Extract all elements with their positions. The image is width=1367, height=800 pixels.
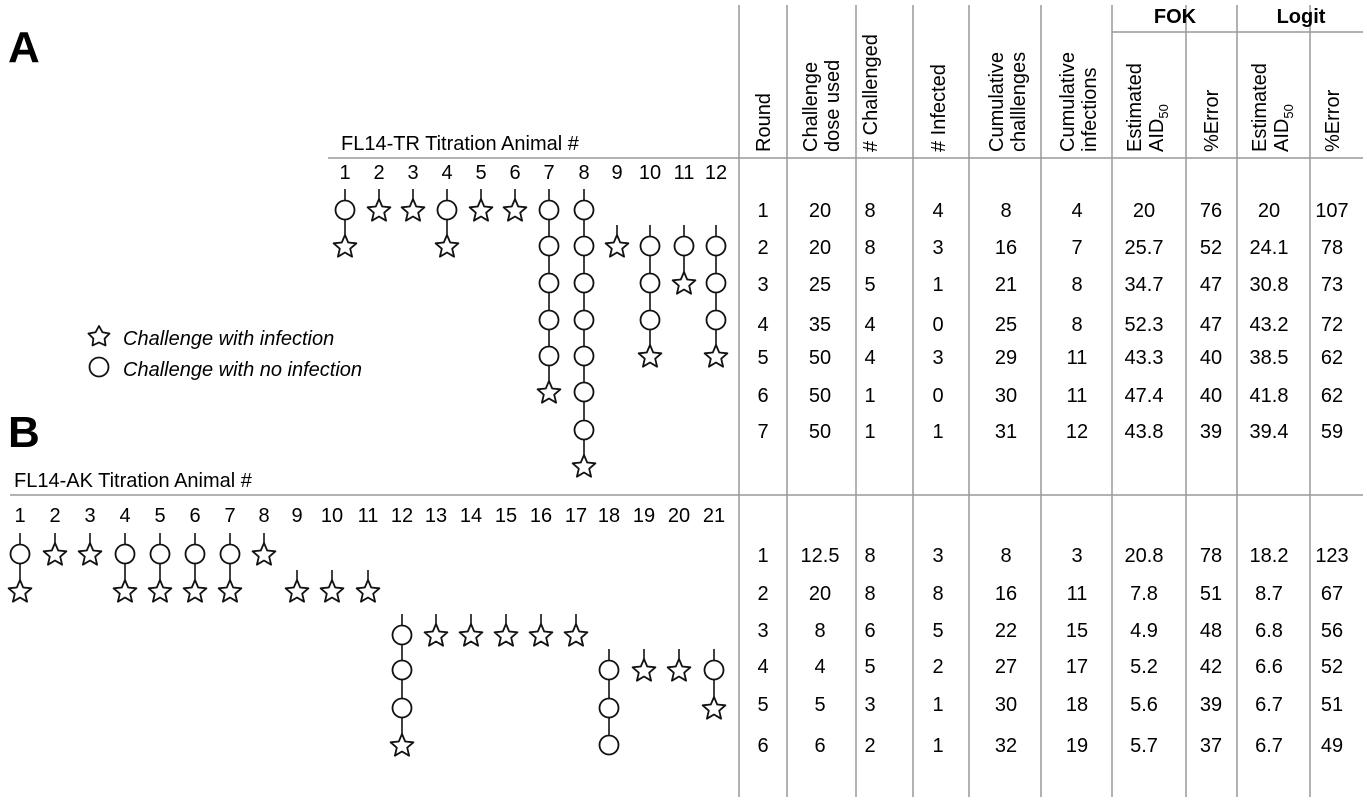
table-cell: 18.2 bbox=[1249, 545, 1289, 567]
no-infection-circle bbox=[575, 237, 594, 256]
no-infection-circle bbox=[575, 311, 594, 330]
panel-b-tree bbox=[9, 505, 726, 756]
table-cell: 20.8 bbox=[1124, 545, 1164, 567]
no-infection-circle bbox=[393, 699, 412, 718]
table-cell: 5 bbox=[932, 620, 944, 642]
no-infection-circle bbox=[707, 311, 726, 330]
table-cell: 4 bbox=[757, 656, 769, 678]
infection-star bbox=[402, 199, 425, 221]
table-cell: 40 bbox=[1199, 347, 1223, 369]
infection-star bbox=[184, 580, 207, 602]
no-infection-circle bbox=[641, 311, 660, 330]
table-cell: 5.6 bbox=[1130, 694, 1158, 716]
table-cell: 52.3 bbox=[1124, 314, 1164, 336]
no-infection-circle bbox=[707, 237, 726, 256]
table-cell: 8 bbox=[864, 545, 876, 567]
column-header-text: Estimated bbox=[1249, 63, 1271, 152]
infection-star bbox=[321, 580, 344, 602]
infection-star bbox=[495, 624, 518, 646]
table-cell: 30 bbox=[994, 694, 1018, 716]
infection-star bbox=[357, 580, 380, 602]
table-cell: 0 bbox=[932, 385, 944, 407]
animal-number: 19 bbox=[632, 505, 656, 527]
table-cell: 51 bbox=[1320, 694, 1344, 716]
table-cell: 30.8 bbox=[1249, 274, 1289, 296]
table-cell: 47 bbox=[1199, 314, 1223, 336]
column-header-text: dose used bbox=[822, 59, 844, 152]
no-infection-circle bbox=[707, 274, 726, 293]
table-cell: 21 bbox=[994, 274, 1018, 296]
table-cell: 8 bbox=[814, 620, 826, 642]
table-cell: 1 bbox=[932, 735, 944, 757]
panel-a-tree bbox=[334, 162, 728, 477]
table-cell: 1 bbox=[757, 545, 769, 567]
table-cell: 6 bbox=[757, 385, 769, 407]
table-cell: 6.8 bbox=[1255, 620, 1283, 642]
animal-number: 2 bbox=[373, 162, 385, 184]
table-cell: 1 bbox=[932, 694, 944, 716]
infection-star bbox=[606, 235, 629, 257]
table-cell: 73 bbox=[1320, 274, 1344, 296]
animal-number: 6 bbox=[189, 505, 201, 527]
table-cell: 52 bbox=[1199, 237, 1223, 259]
table-cell: 4 bbox=[932, 200, 944, 222]
no-infection-circle bbox=[186, 545, 205, 564]
animal-number: 3 bbox=[407, 162, 419, 184]
table-cell: 52 bbox=[1320, 656, 1344, 678]
table-cell: 16 bbox=[994, 583, 1018, 605]
table-cell: 3 bbox=[757, 274, 769, 296]
column-header-text: Cumulative bbox=[986, 51, 1008, 152]
table-cell: 8 bbox=[1071, 314, 1083, 336]
animal-number: 21 bbox=[702, 505, 726, 527]
table-cell: 3 bbox=[932, 545, 944, 567]
animal-number: 9 bbox=[611, 162, 623, 184]
infection-star bbox=[114, 580, 137, 602]
infection-star bbox=[470, 199, 493, 221]
table-cell: 8 bbox=[1000, 545, 1012, 567]
no-infection-circle bbox=[393, 661, 412, 680]
animal-number: 9 bbox=[291, 505, 303, 527]
table-cell: 6.6 bbox=[1255, 656, 1283, 678]
table-cell: 107 bbox=[1315, 200, 1349, 222]
no-infection-circle bbox=[575, 274, 594, 293]
infection-star bbox=[425, 624, 448, 646]
table-cell: 5 bbox=[864, 656, 876, 678]
table-cell: 12 bbox=[1065, 421, 1089, 443]
table-cell: 11 bbox=[1066, 347, 1088, 369]
table-cell: 30 bbox=[994, 385, 1018, 407]
table-cell: 1 bbox=[864, 385, 876, 407]
animal-number: 12 bbox=[390, 505, 414, 527]
table-cell: 39.4 bbox=[1249, 421, 1289, 443]
animal-number: 15 bbox=[494, 505, 518, 527]
column-header-text: # Challenged bbox=[860, 34, 882, 152]
column-header-text: %Error bbox=[1201, 89, 1223, 152]
table-cell: 12.5 bbox=[800, 545, 840, 567]
table-cell: 51 bbox=[1199, 583, 1223, 605]
column-header-text: $AID_{50}$ bbox=[1146, 104, 1171, 152]
infection-star bbox=[705, 345, 728, 367]
infection-star bbox=[436, 235, 459, 257]
no-infection-circle bbox=[641, 274, 660, 293]
table-cell: 48 bbox=[1199, 620, 1223, 642]
table-cell: 5 bbox=[864, 274, 876, 296]
table-cell: 2 bbox=[757, 237, 769, 259]
table-cell: 31 bbox=[994, 421, 1018, 443]
infection-star bbox=[530, 624, 553, 646]
table-cell: 50 bbox=[808, 421, 832, 443]
no-infection-circle bbox=[540, 274, 559, 293]
animal-number: 7 bbox=[543, 162, 555, 184]
infection-star bbox=[391, 734, 414, 756]
no-infection-circle bbox=[221, 545, 240, 564]
group-header-fok: FOK bbox=[1153, 6, 1197, 28]
animal-number: 6 bbox=[509, 162, 521, 184]
infection-star bbox=[9, 580, 32, 602]
table-cell: 24.1 bbox=[1249, 237, 1289, 259]
table-cell: 4 bbox=[864, 314, 876, 336]
animal-number: 11 bbox=[673, 162, 695, 184]
no-infection-circle bbox=[641, 237, 660, 256]
panel-a-letter: A bbox=[8, 23, 40, 72]
table-cell: 19 bbox=[1065, 735, 1089, 757]
animal-number: 16 bbox=[529, 505, 553, 527]
table-cell: 15 bbox=[1065, 620, 1089, 642]
no-infection-circle bbox=[575, 201, 594, 220]
table-cell: 47 bbox=[1199, 274, 1223, 296]
table-cell: 35 bbox=[808, 314, 832, 336]
table-cell: 39 bbox=[1199, 421, 1223, 443]
animal-number: 10 bbox=[638, 162, 662, 184]
table-cell: 5 bbox=[814, 694, 826, 716]
table-cell: 6 bbox=[864, 620, 876, 642]
table-cell: 6 bbox=[814, 735, 826, 757]
table-cell: 59 bbox=[1320, 421, 1344, 443]
table-cell: 1 bbox=[932, 274, 944, 296]
table-cell: 1 bbox=[864, 421, 876, 443]
table-cell: 20 bbox=[808, 200, 832, 222]
table-cell: 78 bbox=[1320, 237, 1344, 259]
table-cell: 3 bbox=[932, 347, 944, 369]
animal-number: 13 bbox=[424, 505, 448, 527]
infection-star bbox=[334, 235, 357, 257]
panel-b-title: FL14-AK Titration Animal # bbox=[14, 470, 252, 492]
infection-star bbox=[639, 345, 662, 367]
table-cell: 2 bbox=[757, 583, 769, 605]
table-cell: 67 bbox=[1320, 583, 1344, 605]
table-header bbox=[753, 6, 1344, 152]
no-infection-circle bbox=[575, 421, 594, 440]
infection-star bbox=[219, 580, 242, 602]
animal-number: 7 bbox=[224, 505, 236, 527]
table-cell: 72 bbox=[1320, 314, 1344, 336]
animal-number: 20 bbox=[667, 505, 691, 527]
table-cell: 50 bbox=[808, 347, 832, 369]
column-header-text: $AID_{50}$ bbox=[1271, 104, 1296, 152]
table-cell: 8.7 bbox=[1255, 583, 1283, 605]
table-cell: 17 bbox=[1065, 656, 1089, 678]
animal-number: 11 bbox=[357, 505, 379, 527]
animal-number: 4 bbox=[119, 505, 131, 527]
infection-star bbox=[460, 624, 483, 646]
no-infection-circle bbox=[575, 383, 594, 402]
animal-number: 14 bbox=[459, 505, 483, 527]
star-icon bbox=[88, 326, 109, 346]
infection-star bbox=[673, 272, 696, 294]
animal-number: 1 bbox=[339, 162, 351, 184]
animal-number: 2 bbox=[49, 505, 61, 527]
table-cell: 43.3 bbox=[1124, 347, 1164, 369]
table-cell: 6.7 bbox=[1255, 735, 1283, 757]
column-header-text: challlenges bbox=[1008, 51, 1030, 152]
table-cell: 8 bbox=[932, 583, 944, 605]
table-cell: 6.7 bbox=[1255, 694, 1283, 716]
table-cell: 49 bbox=[1320, 735, 1344, 757]
panel-b-table bbox=[757, 545, 1348, 757]
animal-number: 4 bbox=[441, 162, 453, 184]
no-infection-circle bbox=[11, 545, 30, 564]
table-cell: 32 bbox=[994, 735, 1018, 757]
table-cell: 40 bbox=[1199, 385, 1223, 407]
no-infection-circle bbox=[540, 311, 559, 330]
table-cell: 3 bbox=[757, 620, 769, 642]
table-cell: 8 bbox=[864, 237, 876, 259]
infection-star bbox=[44, 543, 67, 565]
group-header-logit: Logit bbox=[1276, 6, 1326, 28]
no-infection-circle bbox=[393, 626, 412, 645]
table-cell: 8 bbox=[1071, 274, 1083, 296]
no-infection-circle bbox=[151, 545, 170, 564]
table-cell: 22 bbox=[994, 620, 1018, 642]
table-cell: 62 bbox=[1320, 347, 1344, 369]
table-cell: 5 bbox=[757, 694, 769, 716]
no-infection-circle bbox=[705, 661, 724, 680]
table-cell: 8 bbox=[1000, 200, 1012, 222]
no-infection-circle bbox=[116, 545, 135, 564]
infection-star bbox=[253, 543, 276, 565]
infection-star bbox=[504, 199, 527, 221]
animal-number: 12 bbox=[704, 162, 728, 184]
column-header-text: infections bbox=[1079, 67, 1101, 152]
table-cell: 4 bbox=[757, 314, 769, 336]
no-infection-circle bbox=[438, 201, 457, 220]
animal-number: 5 bbox=[475, 162, 487, 184]
infection-star bbox=[703, 697, 726, 719]
infection-star bbox=[368, 199, 391, 221]
table-cell: 16 bbox=[994, 237, 1018, 259]
table-cell: 18 bbox=[1065, 694, 1089, 716]
table-cell: 50 bbox=[808, 385, 832, 407]
column-header-text: # Infected bbox=[928, 64, 950, 152]
table-cell: 123 bbox=[1315, 545, 1349, 567]
table-cell: 7 bbox=[757, 421, 769, 443]
table-cell: 4 bbox=[1071, 200, 1083, 222]
infection-star bbox=[565, 624, 588, 646]
infection-star bbox=[633, 659, 656, 681]
table-cell: 20 bbox=[808, 583, 832, 605]
table-cell: 62 bbox=[1320, 385, 1344, 407]
no-infection-circle bbox=[675, 237, 694, 256]
table-cell: 5.2 bbox=[1130, 656, 1158, 678]
table-cell: 6 bbox=[757, 735, 769, 757]
panel-a-title: FL14-TR Titration Animal # bbox=[341, 133, 579, 155]
table-cell: 43.2 bbox=[1249, 314, 1289, 336]
table-cell: 8 bbox=[864, 583, 876, 605]
legend-infection-label: Challenge with infection bbox=[123, 328, 335, 350]
table-cell: 29 bbox=[994, 347, 1018, 369]
no-infection-circle bbox=[575, 347, 594, 366]
table-cell: 37 bbox=[1199, 735, 1223, 757]
column-header-text: Cumulative bbox=[1057, 51, 1079, 152]
table-cell: 7 bbox=[1071, 237, 1083, 259]
table-cell: 39 bbox=[1199, 694, 1223, 716]
table-cell: 2 bbox=[864, 735, 876, 757]
table-cell: 11 bbox=[1066, 385, 1088, 407]
table-cell: 41.8 bbox=[1249, 385, 1289, 407]
no-infection-circle bbox=[600, 699, 619, 718]
column-header-text: Challenge bbox=[800, 61, 822, 152]
table-cell: 4 bbox=[864, 347, 876, 369]
animal-number: 8 bbox=[258, 505, 270, 527]
table-cell: 38.5 bbox=[1249, 347, 1289, 369]
infection-star bbox=[286, 580, 309, 602]
table-cell: 5.7 bbox=[1130, 735, 1158, 757]
animal-number: 8 bbox=[578, 162, 590, 184]
infection-star bbox=[149, 580, 172, 602]
table-cell: 3 bbox=[1071, 545, 1083, 567]
column-header-text: Estimated bbox=[1124, 63, 1146, 152]
table-cell: 3 bbox=[932, 237, 944, 259]
no-infection-circle bbox=[336, 201, 355, 220]
table-cell: 42 bbox=[1199, 656, 1223, 678]
no-infection-circle bbox=[600, 661, 619, 680]
legend-no-infection-label: Challenge with no infection bbox=[123, 359, 363, 381]
infection-star bbox=[538, 381, 561, 403]
animal-number: 18 bbox=[597, 505, 621, 527]
panel-a-table bbox=[757, 200, 1348, 443]
no-infection-circle bbox=[600, 736, 619, 755]
table-cell: 5 bbox=[757, 347, 769, 369]
column-header-text: %Error bbox=[1322, 89, 1344, 152]
animal-number: 1 bbox=[14, 505, 26, 527]
no-infection-circle bbox=[540, 201, 559, 220]
animal-number: 10 bbox=[320, 505, 344, 527]
panel-b-letter: B bbox=[8, 408, 40, 457]
no-infection-circle bbox=[540, 347, 559, 366]
infection-star bbox=[79, 543, 102, 565]
table-cell: 20 bbox=[1257, 200, 1281, 222]
animal-number: 5 bbox=[154, 505, 166, 527]
infection-star bbox=[573, 455, 596, 477]
table-cell: 20 bbox=[1132, 200, 1156, 222]
table-cell: 1 bbox=[757, 200, 769, 222]
table-cell: 76 bbox=[1199, 200, 1223, 222]
table-cell: 56 bbox=[1320, 620, 1344, 642]
table-cell: 25 bbox=[808, 274, 832, 296]
table-cell: 25 bbox=[994, 314, 1018, 336]
table-cell: 20 bbox=[808, 237, 832, 259]
table-cell: 0 bbox=[932, 314, 944, 336]
table-cell: 2 bbox=[932, 656, 944, 678]
animal-number: 3 bbox=[84, 505, 96, 527]
table-cell: 11 bbox=[1066, 583, 1088, 605]
table-cell: 78 bbox=[1199, 545, 1223, 567]
table-cell: 1 bbox=[932, 421, 944, 443]
table-cell: 27 bbox=[994, 656, 1018, 678]
animal-number: 17 bbox=[564, 505, 588, 527]
table-cell: 4.9 bbox=[1130, 620, 1158, 642]
legend bbox=[88, 326, 362, 381]
no-infection-circle bbox=[540, 237, 559, 256]
table-cell: 34.7 bbox=[1124, 274, 1164, 296]
column-header-text: Round bbox=[753, 93, 775, 152]
table-cell: 25.7 bbox=[1124, 237, 1164, 259]
table-cell: 7.8 bbox=[1130, 583, 1158, 605]
infection-star bbox=[668, 659, 691, 681]
table-cell: 3 bbox=[864, 694, 876, 716]
table-cell: 8 bbox=[864, 200, 876, 222]
table-cell: 43.8 bbox=[1124, 421, 1164, 443]
table-cell: 4 bbox=[814, 656, 826, 678]
circle-icon bbox=[90, 358, 109, 377]
table-cell: 47.4 bbox=[1124, 385, 1164, 407]
